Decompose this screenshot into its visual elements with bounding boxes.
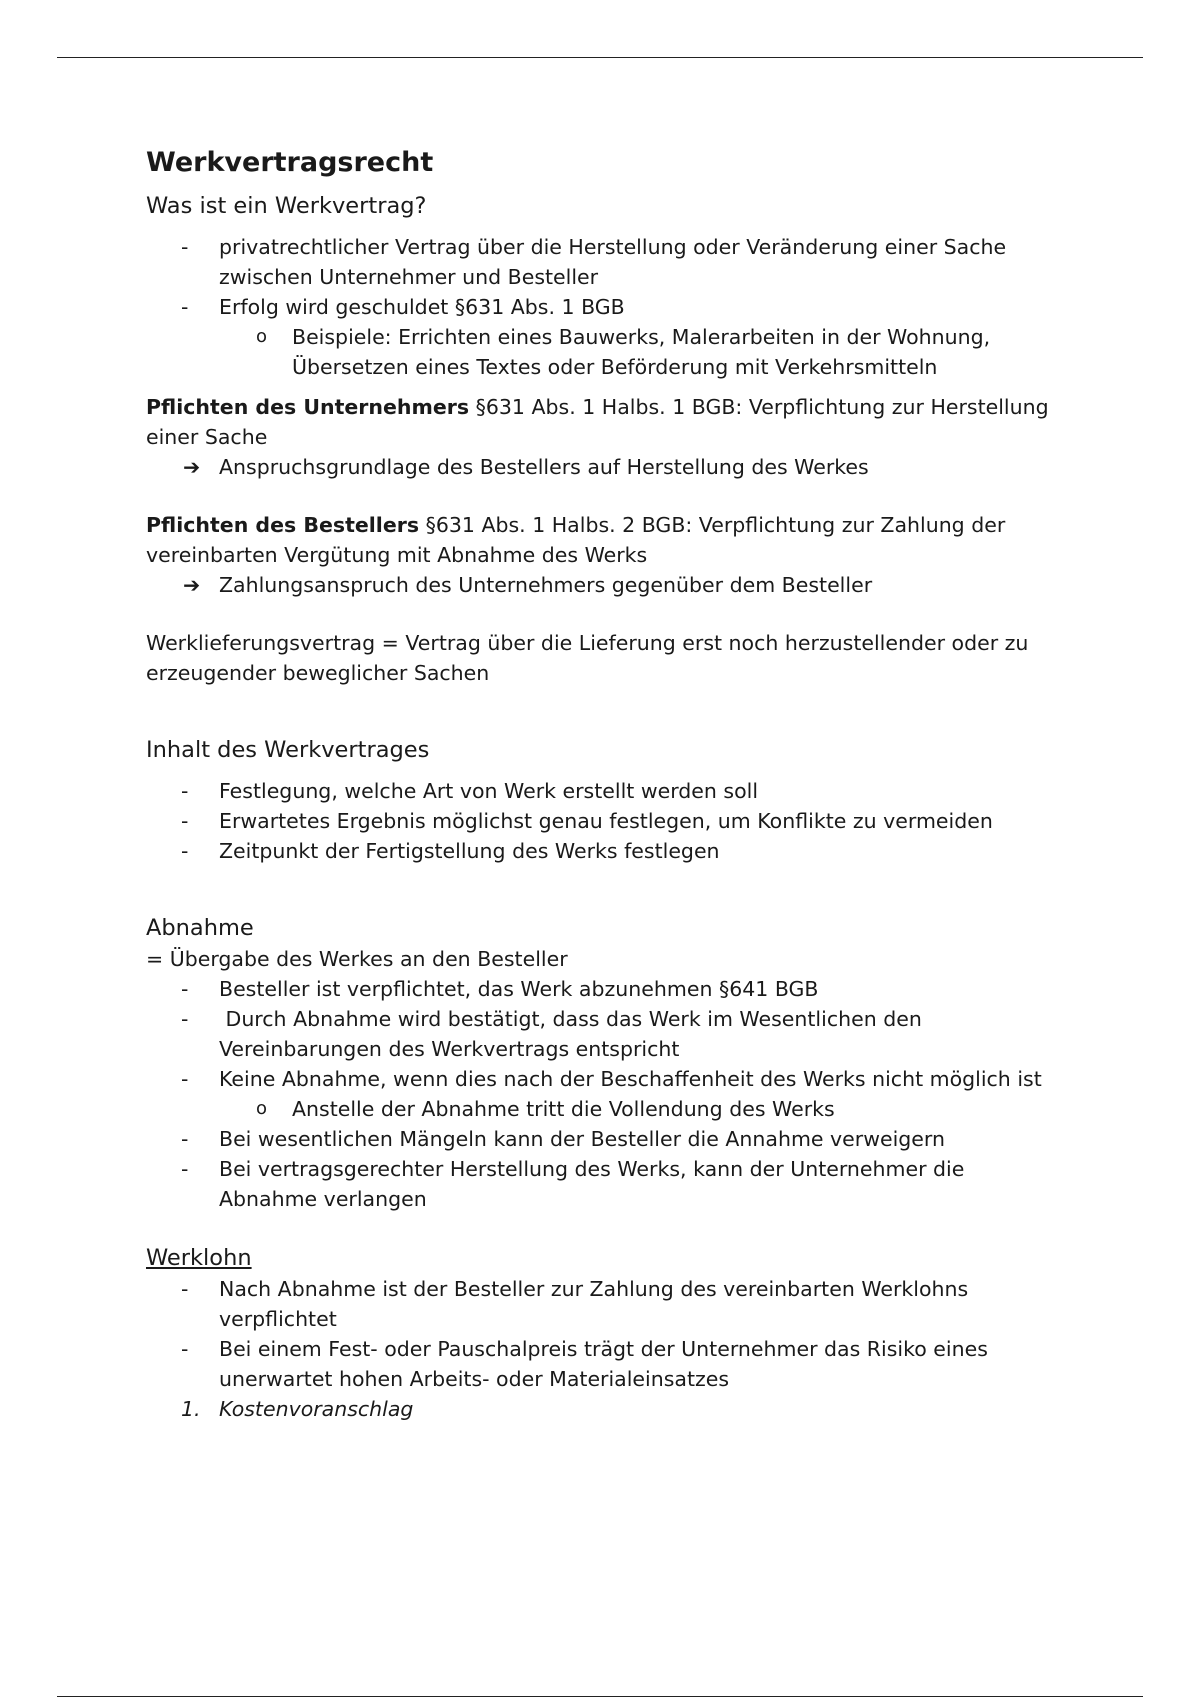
list-item: - Erwartetes Ergebnis möglichst genau festlegen, um Konflikte zu vermeiden	[181, 809, 993, 833]
besteller-duties: Pflichten des Bestellers §631 Abs. 1 Halbs. 2 BGB: Verpflichtung zur Zahlung der vereinbarten Vergütung mit Abnahme des Werks	[146, 513, 1006, 567]
list-item: - Besteller ist verpflichtet, das Werk abzunehmen §641 BGB	[181, 977, 819, 1001]
unternehmer-duties: Pflichten des Unternehmers §631 Abs. 1 Halbs. 1 BGB: Verpflichtung zur Herstellung einer Sache	[146, 395, 1049, 449]
sub-list-item: o Beispiele: Errichten eines Bauwerks, Malerarbeiten in der Wohnung, Übersetzen eines Textes oder Beförderung mit Verkehrsmitteln	[256, 325, 991, 379]
list-item: - Bei vertragsgerechter Herstellung des Werks, kann der Unternehmer die Abnahme verlangen	[181, 1157, 965, 1211]
list-item: - Zeitpunkt der Fertigstellung des Werks festlegen	[181, 839, 720, 863]
abnahme-definition: = Übergabe des Werkes an den Besteller	[146, 947, 568, 971]
list-item: - Erfolg wird geschuldet §631 Abs. 1 BGB	[181, 295, 625, 319]
inhalt-heading: Inhalt des Werkvertrages	[146, 737, 430, 763]
list-item: - Bei wesentlichen Mängeln kann der Besteller die Annahme verweigern	[181, 1127, 945, 1151]
list-item: - Festlegung, welche Art von Werk erstellt werden soll	[181, 779, 759, 803]
bottom-rule	[57, 1696, 1143, 1697]
list-item: - Durch Abnahme wird bestätigt, dass das Werk im Wesentlichen den Vereinbarungen des Werkvertrags entspricht	[181, 1007, 929, 1061]
arrow-icon: ➔	[183, 455, 201, 479]
document-body	[146, 146, 1066, 1424]
arrow-item: ➔ Anspruchsgrundlage des Bestellers auf Herstellung des Werkes	[146, 452, 1066, 482]
list-item: - Nach Abnahme ist der Besteller zur Zahlung des vereinbarten Werklohns verpflichtet	[181, 1277, 969, 1331]
list-item: - Keine Abnahme, wenn dies nach der Beschaffenheit des Werks nicht möglich ist	[181, 1067, 1042, 1091]
question-heading: Was ist ein Werkvertrag?	[146, 193, 427, 219]
werklieferung-paragraph: Werklieferungsvertrag = Vertrag über die Lieferung erst noch herzustellender oder zu erzeugender beweglicher Sachen	[146, 631, 1029, 685]
abnahme-list	[146, 974, 1066, 1094]
abnahme-heading: Abnahme	[146, 915, 254, 941]
inhalt-list	[146, 776, 1066, 866]
sub-list-item: o Anstelle der Abnahme tritt die Vollendung des Werks	[256, 1097, 835, 1121]
top-rule	[57, 57, 1143, 58]
definition-sublist	[146, 322, 1066, 382]
list-item: - privatrechtlicher Vertrag über die Herstellung oder Veränderung einer Sache zwischen Unternehmer und Besteller	[181, 235, 1007, 289]
document-title: Werkvertragsrecht	[146, 147, 434, 178]
werklohn-list	[146, 1274, 1066, 1424]
abnahme-list-continued	[146, 1124, 1066, 1214]
list-item: - Bei einem Fest- oder Pauschalpreis trägt der Unternehmer das Risiko eines unerwartet hohen Arbeits- oder Materialeinsatzes	[181, 1337, 988, 1391]
werklohn-heading: Werklohn	[146, 1245, 252, 1271]
arrow-icon: ➔	[183, 573, 201, 597]
unternehmer-arrow-list	[146, 452, 1066, 482]
abnahme-sublist	[146, 1094, 1066, 1124]
arrow-item: ➔ Zahlungsanspruch des Unternehmers gegenüber dem Besteller	[146, 570, 1066, 600]
numbered-item: 1. Kostenvoranschlag	[181, 1397, 414, 1421]
besteller-arrow-list	[146, 570, 1066, 600]
definition-list	[146, 232, 1066, 322]
